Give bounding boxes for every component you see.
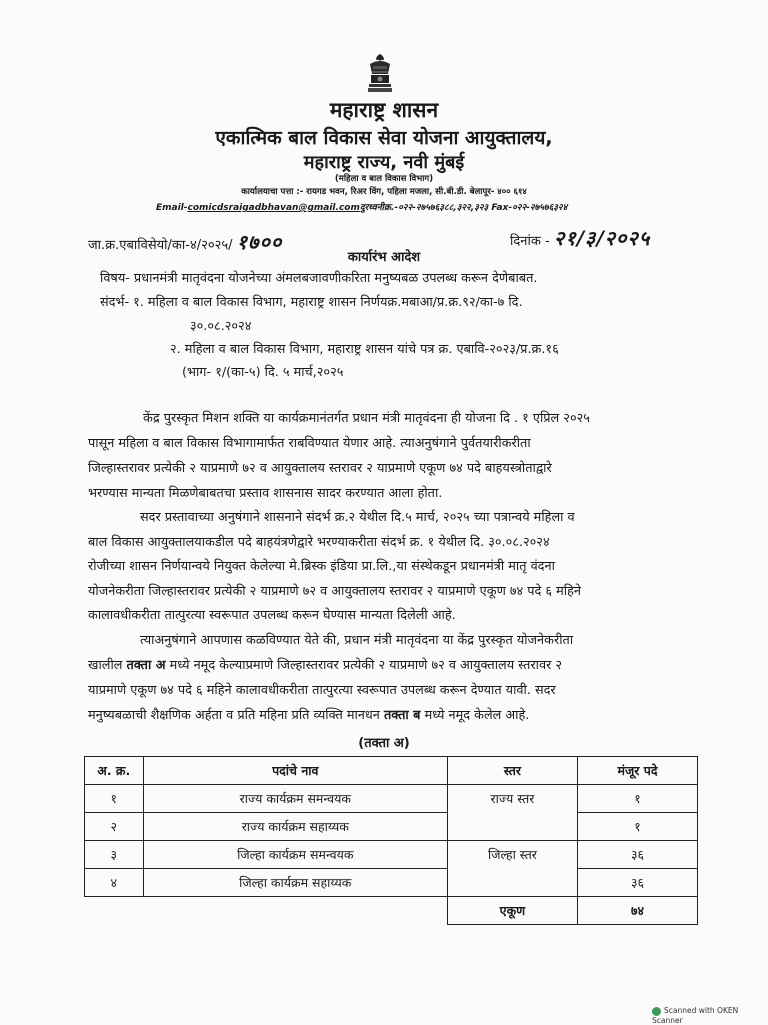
email-label: Email- xyxy=(156,203,188,213)
table-total-row xyxy=(85,897,698,925)
table-caption: (तक्ता अ) xyxy=(358,736,410,751)
para3-line-2-pre: खालील xyxy=(88,658,123,673)
office-location: महाराष्ट्र राज्य, नवी मुंबई xyxy=(303,152,465,173)
para3-line-2 xyxy=(88,655,562,673)
para2-line-1: सदर प्रस्तावाच्या अनुषंगाने शासनाने संदर्भ क्र.२ येथील दि.५ मार्च, २०२५ च्या पत्रान्वये महिला व xyxy=(140,510,575,525)
table-row xyxy=(85,813,698,841)
reference-number-handwritten: १७०० xyxy=(236,230,283,254)
office-title: एकात्मिक बाल विकास सेवा योजना आयुक्तालय, xyxy=(215,127,553,149)
para3-line-2-post: मध्ये नमूद केल्याप्रमाणे जिल्हास्तरावर प्रत्येकी २ याप्रमाणे ७२ व आयुक्तालय स्तरावर २ xyxy=(169,658,563,673)
office-address: कार्यालयाचा पत्ता :- रायगड भवन, रिअर विंग, पहिला मजला, सी.बी.डी. बेलापूर- ४०० ६१४ xyxy=(241,187,527,197)
cell-level xyxy=(447,813,577,841)
table-row xyxy=(85,841,698,869)
reference-1-line-2: ३०.०८.२०२४ xyxy=(190,319,252,334)
para3-line-1: त्याअनुषंगाने आपणास कळविण्यात येते की, प्रधान मंत्री मातृवंदना या केंद्र पुरस्कृत योजनेकरीता xyxy=(140,633,574,648)
cell-level: राज्य स्तर xyxy=(447,785,577,813)
para2-line-2: बाल विकास आयुक्तालयाकडील पदे बाहयंत्रणेद्वारे भरण्याकरीता संदर्भ क्र. १ येथील दि. ३०.०८.२०२४ xyxy=(88,535,550,550)
cell-post-name: जिल्हा कार्यक्रम सहाय्यक xyxy=(143,869,447,897)
total-value: ७४ xyxy=(577,897,697,925)
para2-line-3: रोजीच्या शासन निर्णयान्वये नियुक्त केलेल्या मे.ब्रिस्क इंडिया प्रा.लि.,या संस्थेकडून प्रधानमंत्री मातृ वंदना xyxy=(88,559,555,574)
para1-line-4: भरण्यास मान्यता मिळणेबाबतचा प्रस्ताव शासनास सादर करण्यात आला होता. xyxy=(88,486,443,501)
cell-sanctioned: १ xyxy=(577,785,697,813)
table-a-ref: तक्ता अ xyxy=(126,658,166,673)
reference-1-line-1: संदर्भ- १. महिला व बाल विकास विभाग, महाराष्ट्र शासन निर्णयक्र.मबाआ/प्र.क्र.९२/का-७ दि. xyxy=(100,295,523,310)
cell-post-name: जिल्हा कार्यक्रम समन्वयक xyxy=(143,841,447,869)
scanner-logo-icon xyxy=(652,1007,661,1016)
para1-line-1: केंद्र पुरस्कृत मिशन शक्ति या कार्यक्रमानंतर्गत प्रधान मंत्री मातृवंदना ही योजना दि . १ एप्रिल २०२५ xyxy=(143,411,590,426)
header-serial: अ. क्र. xyxy=(85,757,144,785)
reference-2-line-2: (भाग- १/(का-५) दि. ५ मार्च,२०२५ xyxy=(182,365,344,380)
cell-sanctioned: १ xyxy=(577,813,697,841)
govt-title: महाराष्ट्र शासन xyxy=(329,98,439,122)
reference-number-text: जा.क्र.एबाविसेयो/का-४/२०२५/ xyxy=(88,238,233,253)
cell-level: जिल्हा स्तर xyxy=(447,841,577,869)
order-title: कार्यारंभ आदेश xyxy=(347,250,421,265)
state-emblem-icon xyxy=(360,52,400,94)
scanner-text: Scanned with OKEN Scanner xyxy=(652,1006,739,1025)
cell-sanctioned: ३६ xyxy=(577,841,697,869)
para1-line-3: जिल्हास्तरावर प्रत्येकी २ याप्रमाणे ७२ व आयुक्तालय स्तरावर २ याप्रमाणे एकूण ७४ पदे बाहयस्त्रोताद्वारे xyxy=(88,461,552,476)
table-row xyxy=(85,869,698,897)
department-name: (महिला व बाल विकास विभाग) xyxy=(334,174,434,184)
posts-table xyxy=(84,756,698,925)
reference-2-line-1: २. महिला व बाल विकास विभाग, महाराष्ट्र शासन यांचे पत्र क्र. एबावि-२०२३/प्र.क्र.१६ xyxy=(170,342,559,357)
para3-line-4 xyxy=(88,705,529,723)
cell-post-name: राज्य कार्यक्रम समन्वयक xyxy=(143,785,447,813)
cell-serial: ३ xyxy=(85,841,144,869)
subject-line: विषय- प्रधानमंत्री मातृवंदना योजनेच्या अंमलबजावणीकरिता मनुष्यबळ उपलब्ध करून देणेबाबत. xyxy=(100,271,538,286)
cell-serial: १ xyxy=(85,785,144,813)
cell-serial: २ xyxy=(85,813,144,841)
header-level: स्तर xyxy=(447,757,577,785)
header-post-name: पदांचे नाव xyxy=(143,757,447,785)
cell-serial: ४ xyxy=(85,869,144,897)
email-link[interactable]: comicdsraigadbhavan@gmail.com xyxy=(187,203,360,213)
para2-line-4: योजनेकरीता जिल्हास्तरावर प्रत्येकी २ याप्रमाणे ७२ व आयुक्तालय स्तरावर २ याप्रमाणे एकूण ७४ पदे ६ महिने xyxy=(88,584,581,599)
table-header-row xyxy=(85,757,698,785)
para2-line-5: कालावधीकरीता तात्पुरत्या स्वरूपात उपलब्ध करून घेण्यास मान्यता दिलेली आहे. xyxy=(88,608,456,623)
para1-line-2: पासून महिला व बाल विकास विभागामार्फत राबविण्यात येणार आहे. त्याअनुषंगाने पुर्वतयारीकरीता xyxy=(88,436,531,451)
total-label: एकूण xyxy=(447,897,577,925)
date-handwritten: २१/३/२०२५ xyxy=(553,226,651,250)
contact-line xyxy=(156,200,567,213)
header-sanctioned: मंजूर पदे xyxy=(577,757,697,785)
cell-level xyxy=(447,869,577,897)
para3-line-3: याप्रमाणे एकूण ७४ पदे ६ महिने कालावधीकरीता तात्पुरत्या स्वरूपात उपलब्ध करून देण्यात यावी. सदर xyxy=(88,683,556,698)
para3-line-4-post: मध्ये नमूद केलेल आहे. xyxy=(424,708,530,723)
scanner-watermark xyxy=(652,1006,768,1025)
cell-post-name: राज्य कार्यक्रम सहाय्यक xyxy=(143,813,447,841)
phone-fax: दुरध्वनीक्र.-०२२-२७५७६३८८,३२२,३२३ Fax-०२२-२७५७६३२४ xyxy=(359,203,568,213)
para3-line-4-pre: मनुष्यबळाची शैक्षणिक अर्हता व प्रति महिना प्रति व्यक्ति मानधन xyxy=(88,708,380,723)
table-b-ref: तक्ता ब xyxy=(383,708,421,723)
date-label: दिनांक - xyxy=(510,234,550,249)
table-row xyxy=(85,785,698,813)
cell-sanctioned: ३६ xyxy=(577,869,697,897)
